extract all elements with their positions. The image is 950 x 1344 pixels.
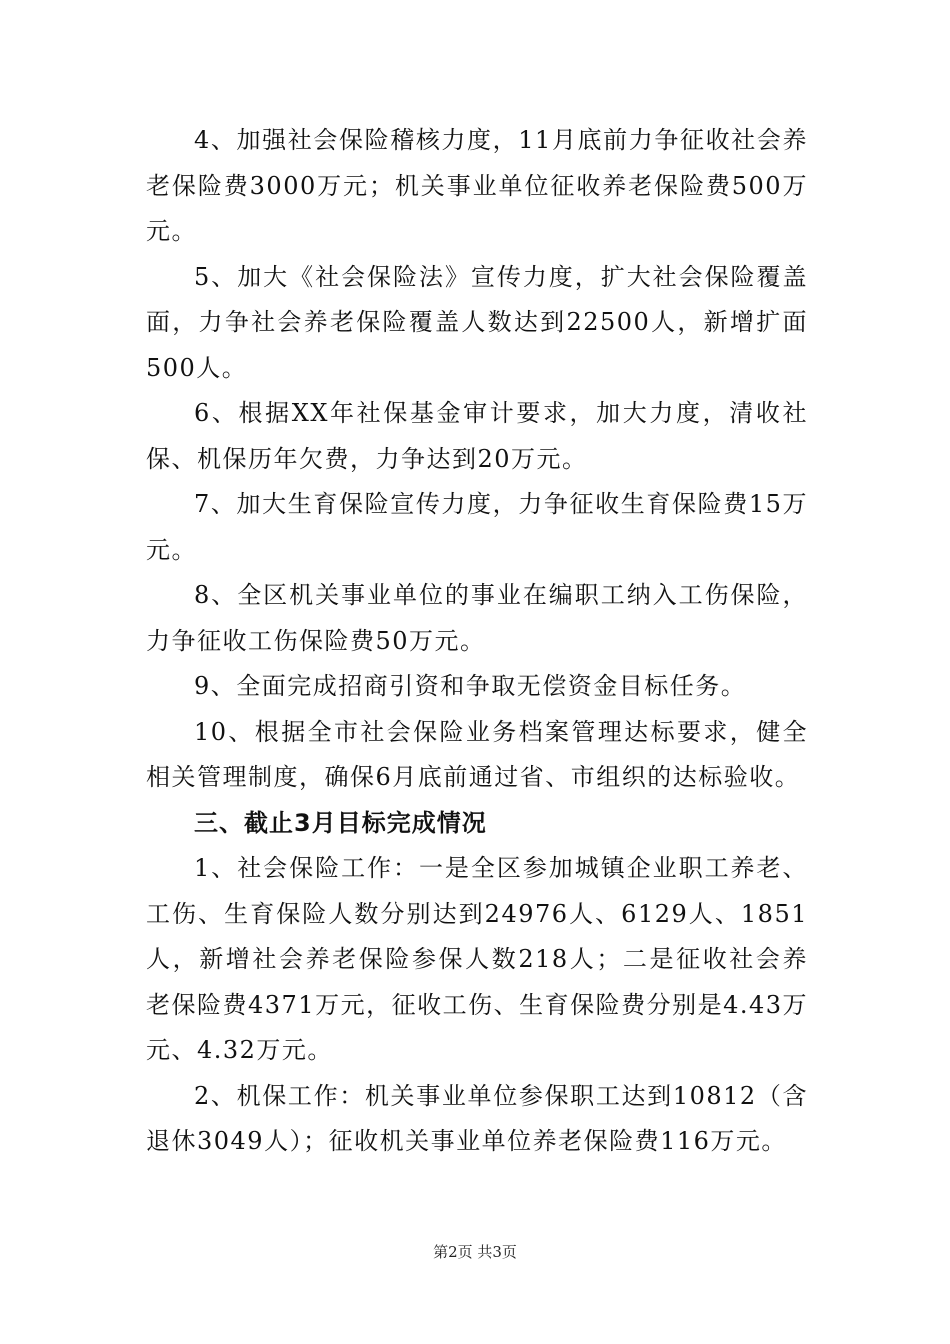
paragraph-item-6: 6、根据XX年社保基金审计要求，加大力度，清收社保、机保历年欠费，力争达到20万元。 [146,399,808,473]
page-footer: 第2页 共3页 [433,1243,517,1261]
paragraph-item-4: 4、加强社会保险稽核力度，11月底前力争征收社会养老保险费3000万元；机关事业单位征收养老保险费500万元。 [146,126,808,245]
section-paragraph-1: 1、社会保险工作：一是全区参加城镇企业职工养老、工伤、生育保险人数分别达到24976人、6129人、1851人，新增社会养老保险参保人数218人；二是征收社会养老保险费4371万元，征收工伤、生育保险费分别是4.43万元、4.32万元。 [146,854,809,1064]
paragraph-item-7: 7、加大生育保险宣传力度，力争征收生育保险费15万元。 [146,490,808,564]
section-heading: 三、截止3月目标完成情况 [194,808,487,837]
section-paragraph-2: 2、机保工作：机关事业单位参保职工达到10812（含退休3049人）；征收机关事业单位养老保险费116万元。 [146,1081,808,1155]
paragraph-item-10: 10、根据全市社会保险业务档案管理达标要求，健全相关管理制度，确保6月底前通过省、市组织的达标验收。 [146,717,808,791]
paragraph-item-8: 8、全区机关事业单位的事业在编职工纳入工伤保险，力争征收工伤保险费50万元。 [146,581,808,655]
document-body [146,118,808,1165]
paragraph-item-5: 5、加大《社会保险法》宣传力度，扩大社会保险覆盖面，力争社会养老保险覆盖人数达到22500人，新增扩面500人。 [146,262,808,382]
paragraph-item-9: 9、全面完成招商引资和争取无偿资金目标任务。 [194,672,747,700]
